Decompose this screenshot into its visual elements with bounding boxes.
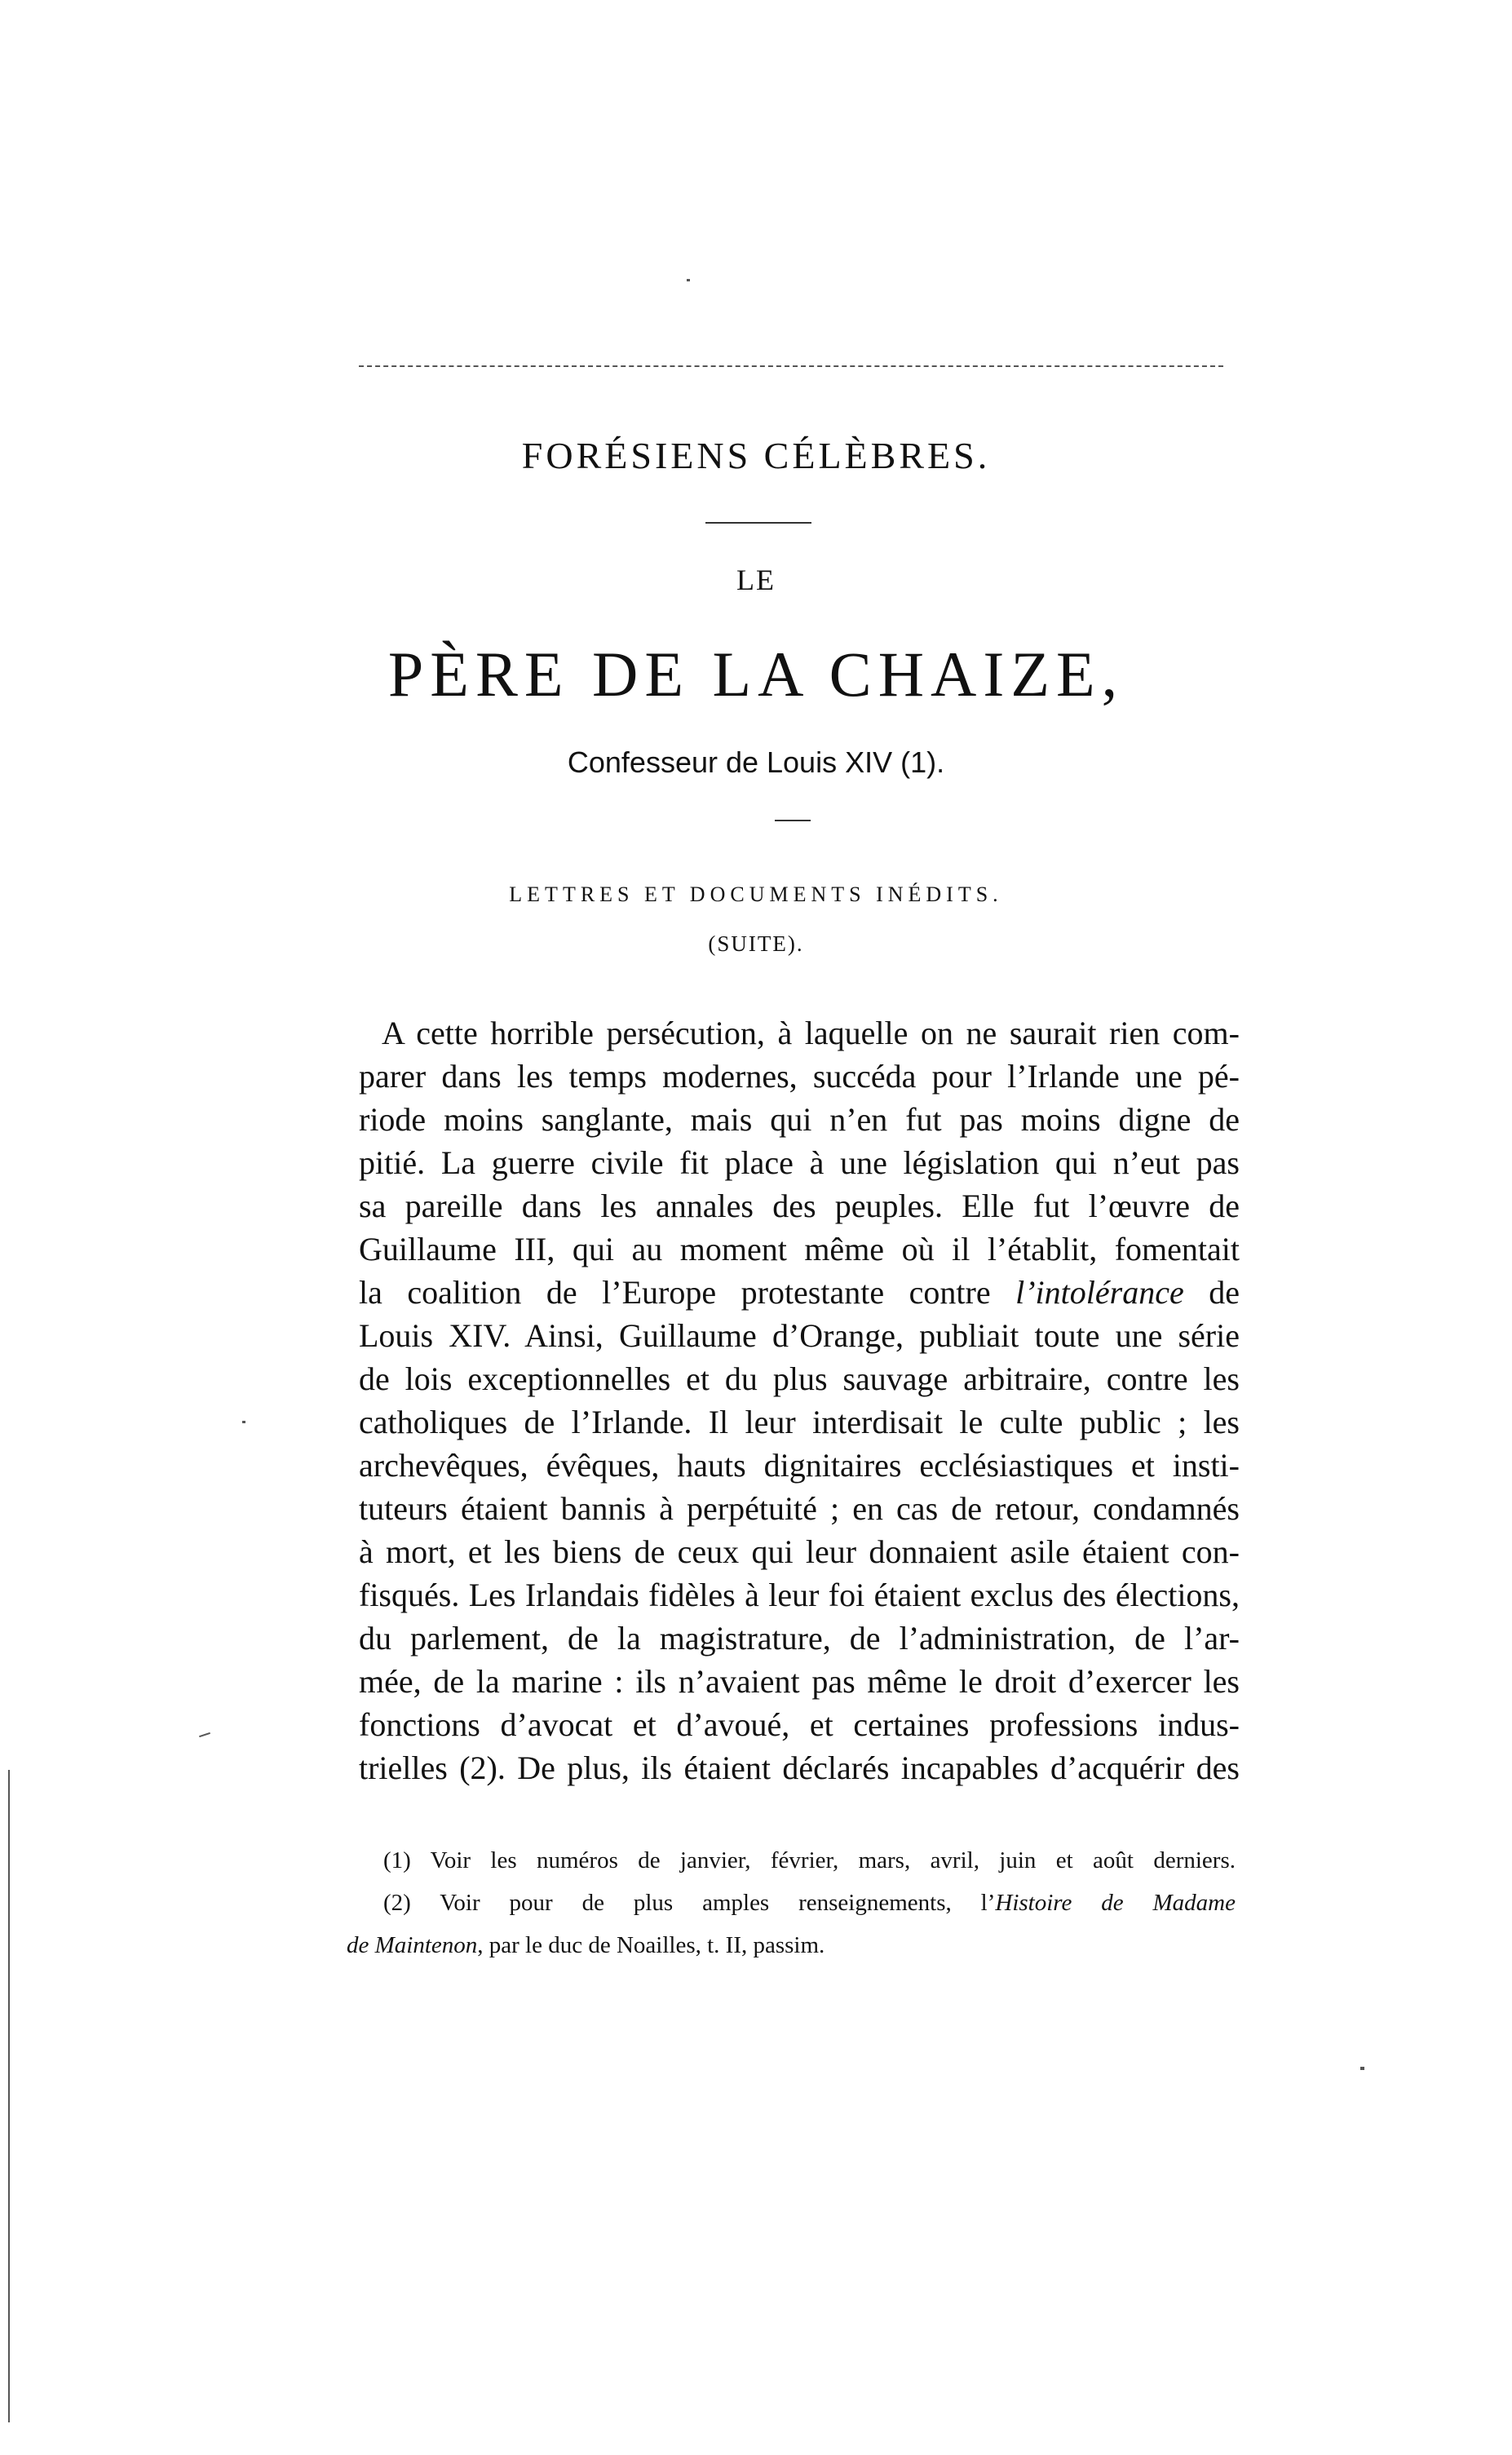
body-line-9: de lois exceptionnelles et du plus sauvage arbitraire, contre les <box>359 1360 1240 1397</box>
footnote-2-book-title-continued: de Maintenon <box>347 1932 478 1958</box>
body-line-4: pitié. La guerre civile fit place à une législation qui n’eut pas <box>359 1144 1240 1181</box>
intolerance-italic: l’intolérance <box>1015 1274 1184 1311</box>
body-text <box>359 1011 1240 1789</box>
footnotes <box>347 1839 1236 1966</box>
section-title: FORÉSIENS CÉLÈBRES. <box>521 435 991 476</box>
body-line-1: A cette horrible persécution, à laquelle on ne saurait rien com- <box>382 1015 1240 1051</box>
top-dashed-rule <box>359 365 1223 367</box>
body-line-12: tuteurs étaient bannis à perpétuité ; en cas de retour, condamnés <box>359 1490 1240 1527</box>
body-line-16: mée, de la marine : ils n’avaient pas même le droit d’exercer les <box>359 1663 1240 1700</box>
body-line-10: catholiques de l’Irlande. Il leur interdisait le culte public ; les <box>359 1404 1240 1440</box>
body-line-15: du parlement, de la magistrature, de l’administration, de l’ar- <box>359 1620 1240 1657</box>
footnote-1: (1) Voir les numéros de janvier, février, mars, avril, juin et août derniers. <box>383 1847 1236 1873</box>
margin-mark <box>199 1732 210 1737</box>
footnote-2-citation: , par le duc de Noailles, t. II, passim. <box>477 1932 825 1958</box>
body-line-18: trielles (2). De plus, ils étaient déclarés incapables d’acquérir des <box>359 1749 1240 1786</box>
title-article: LE <box>736 564 776 596</box>
letters-documents-heading: LETTRES ET DOCUMENTS INÉDITS. <box>509 882 1003 906</box>
left-binding-edge <box>8 1770 10 2422</box>
title-separator-rule <box>705 522 811 524</box>
body-line-2: parer dans les temps modernes, succéda pour l’Irlande une pé- <box>359 1058 1240 1095</box>
main-title: PÈRE DE LA CHAIZE, <box>387 639 1125 710</box>
body-line-5: sa pareille dans les annales des peuples. Elle fut l’œuvre de <box>359 1188 1240 1224</box>
footnote-2-text: (2) Voir pour de plus amples renseignements, l’ <box>383 1890 996 1916</box>
footnote-2-continuation <box>347 1924 1236 1966</box>
body-line-17: fonctions d’avocat et d’avoué, et certaines professions indus- <box>359 1706 1240 1743</box>
print-speck <box>242 1421 245 1423</box>
subtitle-separator-rule <box>775 820 811 821</box>
footnote-2 <box>383 1882 1236 1924</box>
body-line-14: fisqués. Les Irlandais fidèles à leur foi étaient exclus des élections, <box>359 1577 1240 1613</box>
body-line-6: Guillaume III, qui au moment même où il l’établit, fomentait <box>359 1231 1240 1267</box>
suite-label: (SUITE). <box>708 931 804 956</box>
print-speck <box>1360 2067 1364 2070</box>
body-line-7 <box>359 1271 1240 1314</box>
body-line-11: archevêques, évêques, hauts dignitaires ecclésiastiques et insti- <box>359 1447 1240 1484</box>
body-line-3: riode moins sanglante, mais qui n’en fut pas moins digne de <box>359 1101 1240 1138</box>
body-line-8: Louis XIV. Ainsi, Guillaume d’Orange, publiait toute une série <box>359 1317 1240 1354</box>
footnote-2-book-title: Histoire de Madame <box>995 1890 1236 1916</box>
body-line-7-text-after-italic: de <box>1183 1274 1240 1311</box>
subtitle: Confesseur de Louis XIV (1). <box>567 745 945 779</box>
print-speck <box>687 279 690 281</box>
body-line-13: à mort, et les biens de ceux qui leur donnaient asile étaient con- <box>359 1533 1240 1570</box>
body-line-7-text-before-italic: la coalition de l’Europe protestante contre <box>359 1274 1016 1311</box>
